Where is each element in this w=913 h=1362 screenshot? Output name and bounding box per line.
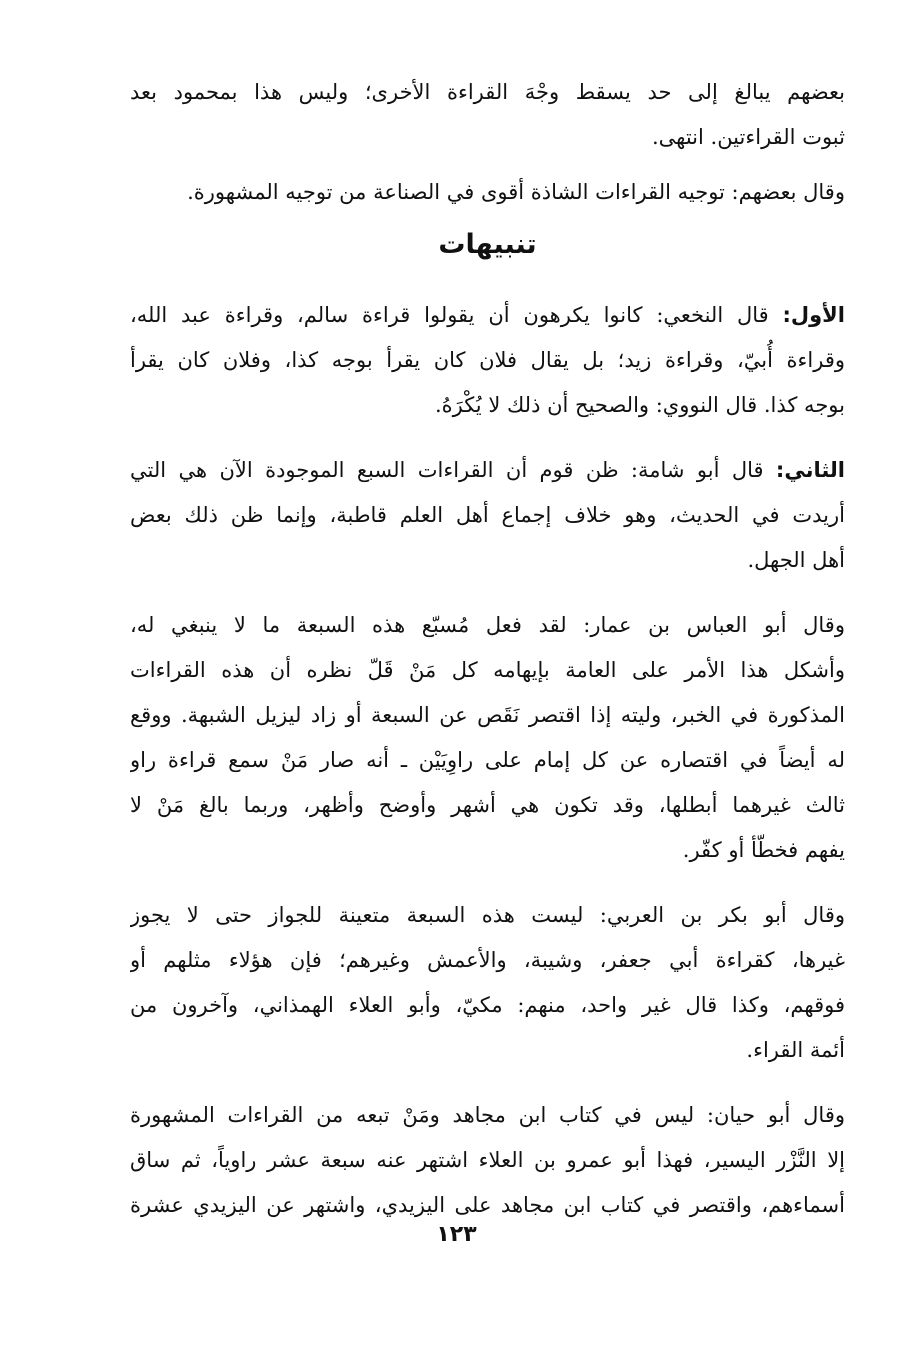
text-line: وقراءة أُبيّ، وقراءة زيد؛ بل يقال فلان كان يقرأ بوجه كذا، وفلان كان يقرأ — [130, 348, 845, 372]
paragraph-ibn-ammar — [130, 603, 845, 873]
text-line: بعضهم يبالغ إلى حد يسقط وجْهَ القراءة الأخرى؛ وليس هذا بمحمود بعد — [130, 80, 845, 104]
text-line: بوجه كذا. قال النووي: والصحيح أن ذلك لا يُكْرَهُ. — [434, 393, 845, 417]
text-line: فوقهم، وكذا قال غير واحد، منهم: مكيّ، وأبو العلاء الهمذاني، وآخرون من — [130, 993, 845, 1017]
text-line: ثبوت القراءتين. انتهى. — [651, 125, 845, 149]
page-number: ١٢٣ — [436, 1222, 477, 1247]
text-line: إلا النَّزْر اليسير، فهذا أبو عمرو بن العلاء اشتهر عنه سبعة عشر راوياً، ثم ساق — [130, 1148, 845, 1172]
note-lead: الأول: — [782, 303, 845, 327]
note-text: قال أبو شامة: ظن قوم أن القراءات السبع الموجودة الآن هي التي — [130, 458, 776, 482]
text-line: وأشكل هذا الأمر على العامة بإيهامه كل مَنْ قَلّ نظره أن هذه القراءات — [130, 658, 845, 682]
page-body — [130, 70, 845, 1228]
text-line: له أيضاً في اقتصاره عن كل إمام على راوِيَيْن ـ أنه صار مَنْ سمع قراءة راو — [130, 748, 845, 772]
note-first — [130, 293, 845, 428]
text-line — [130, 293, 845, 338]
note-text: قال النخعي: كانوا يكرهون أن يقولوا قراءة سالم، وقراءة عبد الله، — [130, 303, 783, 327]
text-line: ثالث غيرهما أبطلها، وقد تكون هي أشهر وأوضح وأظهر، وربما بالغ مَنْ لا — [130, 793, 845, 817]
paragraph-abu-hayyan — [130, 1093, 845, 1228]
quote-paragraph — [130, 170, 845, 215]
text-line — [130, 448, 845, 493]
text-line: وقال أبو بكر بن العربي: ليست هذه السبعة متعينة للجواز حتى لا يجوز — [130, 903, 845, 927]
note-lead: الثاني: — [775, 458, 845, 482]
paragraph-ibn-arabi — [130, 893, 845, 1073]
text-line: وقال بعضهم: توجيه القراءات الشاذة أقوى في الصناعة من توجيه المشهورة. — [187, 180, 845, 204]
text-line: أريدت في الحديث، وهو خلاف إجماع أهل العلم قاطبة، وإنما ظن ذلك بعض — [130, 503, 845, 527]
text-line: أهل الجهل. — [747, 548, 845, 572]
text-line: أسماءهم، واقتصر في كتاب ابن مجاهد على اليزيدي، واشتهر عن اليزيدي عشرة — [130, 1193, 845, 1217]
text-line: غيرها، كقراءة أبي جعفر، وشيبة، والأعمش وغيرهم؛ فإن هؤلاء مثلهم أو — [130, 948, 845, 972]
text-line: يفهم فخطّأ أو كفّر. — [682, 838, 845, 862]
text-line: وقال أبو حيان: ليس في كتاب ابن مجاهد ومَنْ تبعه من القراءات المشهورة — [130, 1103, 845, 1127]
text-line: أئمة القراء. — [746, 1038, 845, 1062]
opening-paragraph — [130, 70, 845, 160]
text-line: وقال أبو العباس بن عمار: لقد فعل مُسبّع هذه السبعة ما لا ينبغي له، — [130, 613, 845, 637]
note-second — [130, 448, 845, 583]
text-line: المذكورة في الخبر، وليته إذا اقتصر نَقَص عن السبعة أو زاد ليزيل الشبهة. ووقع — [130, 703, 845, 727]
section-heading: تنبيهات — [438, 229, 537, 260]
